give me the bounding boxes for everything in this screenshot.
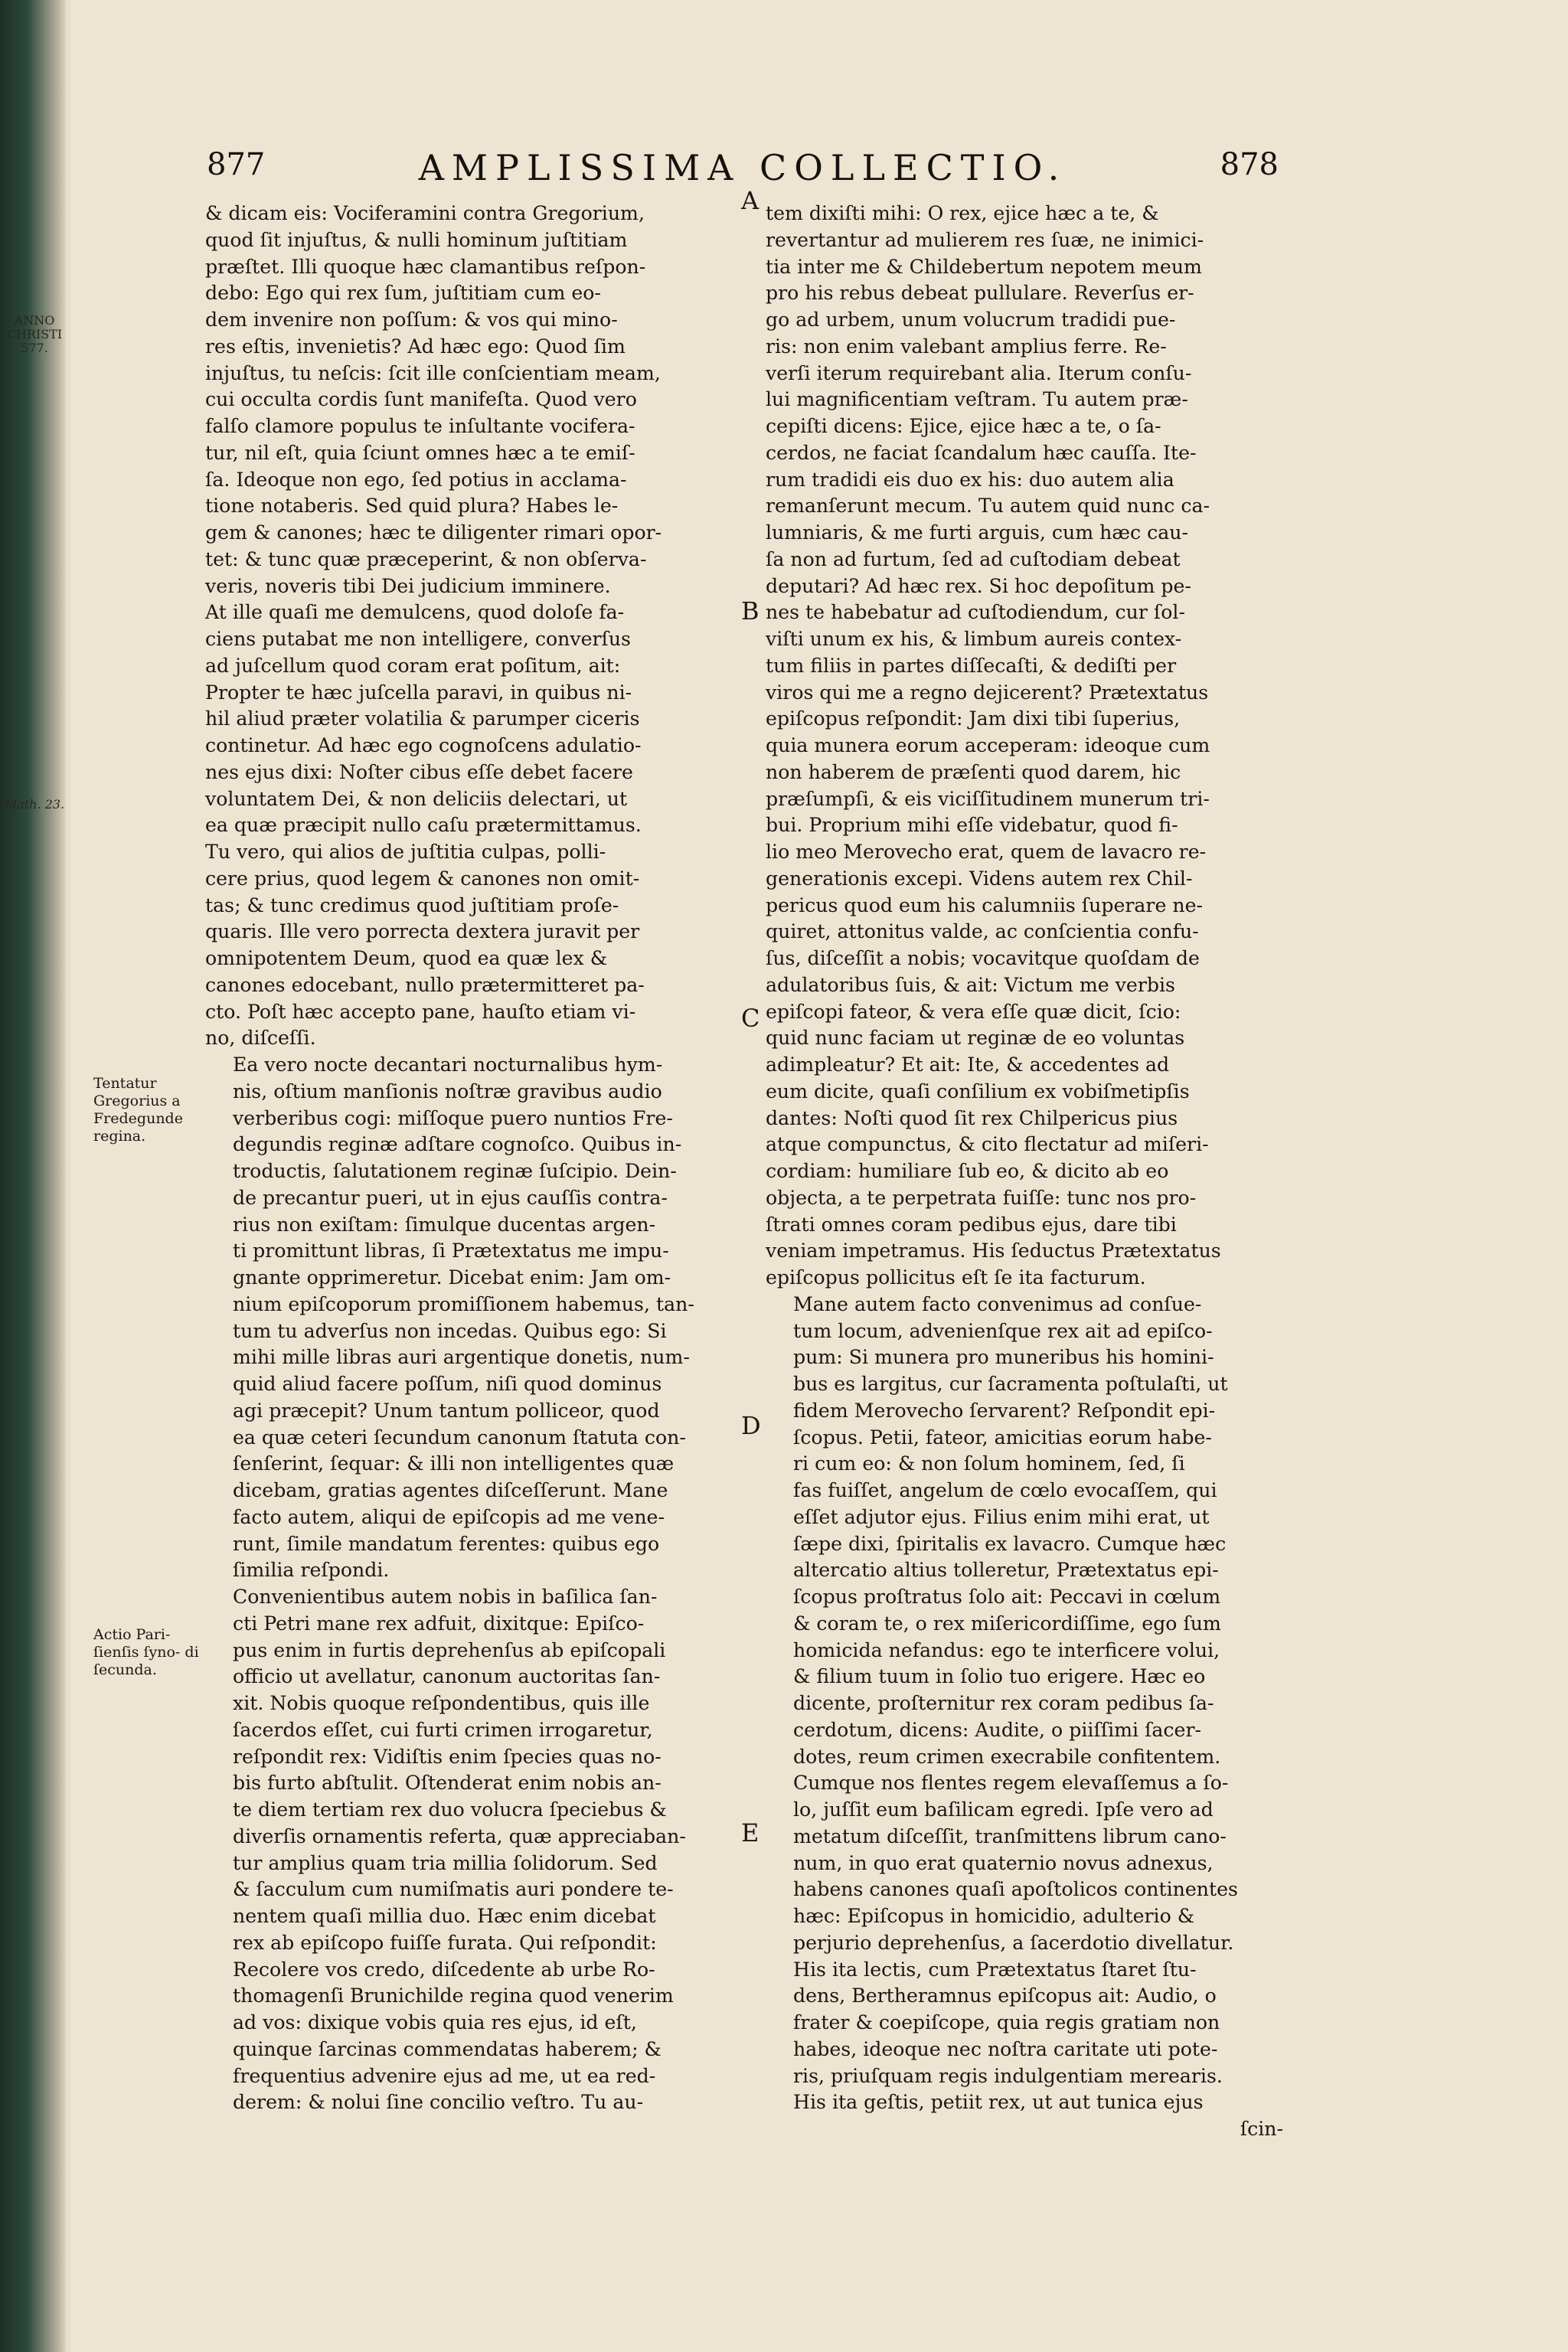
- text-line: deputari? Ad hæc rex. Si hoc depoſitum pe-: [766, 574, 1191, 597]
- text-line: cere prius, quod legem & canones non omit-: [205, 867, 640, 890]
- text-line: quia munera eorum acceperam: ideoque cum: [766, 734, 1210, 756]
- text-line: ſæpe dixi, ſpiritalis ex lavacro. Cumque hæc: [793, 1532, 1227, 1555]
- text-line: lo, juſſit eum baſilicam egredi. Ipſe vero ad: [793, 1798, 1214, 1821]
- text-line: Propter te hæc juſcella paravi, in quibus ni-: [205, 681, 632, 704]
- text-line: ri cum eo: & non ſolum hominem, ſed, ſi: [793, 1452, 1185, 1475]
- text-line: tum filiis in partes diſſecaſti, & dediſti per: [766, 654, 1177, 677]
- christi-line: CHRISTI: [6, 327, 63, 341]
- text-line: tione notaberis. Sed quid plura? Habes le-: [205, 495, 619, 518]
- section-letter-a: A: [741, 186, 760, 215]
- text-line: epiſcopus reſpondit: Jam dixi tibi ſuperius,: [766, 707, 1181, 730]
- text-line: cepiſti dicens: Ejice, ejice hæc a te, o ſa-: [766, 415, 1161, 437]
- text-line: epiſcopi fateor, & vera eſſe quæ dicit, ſcio:: [766, 1000, 1181, 1023]
- text-line: gnante opprimeretur. Dicebat enim: Jam om-: [233, 1266, 671, 1289]
- text-line: xit. Nobis quoque reſpondentibus, quis ille: [233, 1692, 650, 1714]
- text-line: Ea vero nocte decantari nocturnalibus hym-: [233, 1054, 663, 1076]
- text-line: bus es largitus, cur ſacramenta poſtulaſti, ut: [793, 1373, 1228, 1395]
- text-line: verſi iterum requirebant alia. Iterum conſu-: [766, 361, 1192, 384]
- text-line: cerdos, ne faciat ſcandalum hæc cauſſa. Ite-: [766, 441, 1197, 464]
- text-line: veniam impetramus. His ſeductus Prætextatus: [766, 1240, 1221, 1263]
- text-line: revertantur ad mulierem res ſuæ, ne inimici-: [766, 228, 1204, 251]
- margin-line: Fredegunde: [93, 1110, 183, 1127]
- text-line: eſſet adjutor ejus. Filius enim mihi erat, ut: [793, 1505, 1210, 1528]
- text-line: dantes: Noſti quod ſit rex Chilpericus pius: [766, 1106, 1178, 1129]
- text-line: ris: non enim valebant amplius ferre. Re-: [766, 335, 1167, 358]
- text-line: præſtet. Illi quoque hæc clamantibus reſpon-: [205, 255, 646, 278]
- text-line: ſa non ad furtum, ſed ad cuſtodiam debeat: [766, 547, 1181, 570]
- text-line: gem & canones; hæc te diligenter rimari opor-: [205, 521, 662, 544]
- text-line: cto. Poſt hæc accepto pane, hauſto etiam vi-: [205, 1000, 636, 1023]
- text-line: te diem tertiam rex duo volucra ſpeciebus &: [233, 1798, 667, 1821]
- text-line: His ita lectis, cum Prætextatus ſtaret ſtu-: [793, 1958, 1197, 1981]
- text-line: ſus, diſceſſit a nobis; vocavitque quoſdam de: [766, 947, 1200, 969]
- text-line: continetur. Ad hæc ego cognoſcens adulatio-: [205, 734, 642, 756]
- margin-line: regina.: [93, 1128, 146, 1145]
- text-line: tum locum, advenienſque rex ait ad epiſco-: [793, 1319, 1213, 1342]
- left-paragraph-1: [205, 201, 741, 1052]
- text-line: pro his rebus debeat pullulare. Reverſus er-: [766, 282, 1194, 305]
- anno-line: ANNO: [14, 313, 55, 328]
- text-line: ſenſerint, ſequar: & illi non intelligentes quæ: [233, 1452, 675, 1475]
- text-line: thomagenſi Brunichilde regina quod venerim: [233, 1984, 674, 2007]
- text-line: bis furto abſtulit. Oſtenderat enim nobis an-: [233, 1772, 662, 1795]
- text-line: adulatoribus ſuis, & ait: Victum me verbis: [766, 973, 1175, 996]
- text-line: rius non exiſtam: ſimulque ducentas argen-: [233, 1213, 656, 1236]
- text-line: His ita geſtis, petiit rex, ut aut tunica ejus: [793, 2091, 1204, 2114]
- text-line: dicente, proſternitur rex coram pedibus ſa-: [793, 1692, 1214, 1714]
- text-line: bui. Proprium mihi eſſe videbatur, quod fi-: [766, 814, 1178, 837]
- text-line: & filium tuum in ſolio tuo erigere. Hæc eo: [793, 1665, 1206, 1688]
- section-letter-b: B: [741, 596, 760, 626]
- margin-line: Actio Pari-: [93, 1626, 171, 1643]
- text-line: nentem quaſi millia duo. Hæc enim dicebat: [233, 1905, 656, 1927]
- text-line: tur amplius quam tria millia ſolidorum. Sed: [233, 1851, 658, 1874]
- text-line: ſacerdos eſſet, cui furti crimen irrogaretur,: [233, 1718, 653, 1741]
- text-line: Tu vero, qui alios de juſtitia culpas, polli-: [205, 841, 606, 863]
- text-line: quiret, attonitus valde, ac conſcientia confu-: [766, 920, 1199, 943]
- text-line: cerdotum, dicens: Audite, o piiſſimi ſacer-: [793, 1718, 1201, 1741]
- text-line: debo: Ego qui rex ſum, juſtitiam cum eo-: [205, 282, 601, 305]
- text-line: ris, priuſquam regis indulgentiam merearis.: [793, 2064, 1223, 2087]
- text-line: frater & coepiſcope, quia regis gratiam non: [793, 2011, 1220, 2034]
- text-line: reſpondit rex: Vidiſtis enim ſpecies quas no-: [233, 1745, 662, 1768]
- right-column: [766, 201, 1302, 2143]
- text-line: tur, nil eſt, quia ſciunt omnes hæc a te emiſ-: [205, 441, 635, 464]
- text-line: tia inter me & Childebertum nepotem meum: [766, 255, 1202, 278]
- right-paragraph-2: [766, 1292, 1302, 2116]
- left-paragraph-3: [205, 1584, 741, 2116]
- text-line: dens, Bertheramnus epiſcopus ait: Audio, o: [793, 1984, 1217, 2007]
- text-line: ad vos: dixique vobis quia res ejus, id eſt,: [233, 2011, 637, 2034]
- margin-line: Gregorius a: [93, 1093, 181, 1109]
- text-line: tas; & tunc credimus quod juſtitiam proſe-: [205, 893, 619, 916]
- text-line: agi præcepit? Unum tantum polliceor, quod: [233, 1399, 660, 1422]
- text-line: tum tu adverſus non incedas. Quibus ego: Si: [233, 1319, 667, 1342]
- text-line: adimpleatur? Et ait: Ite, & accedentes ad: [766, 1054, 1170, 1076]
- margin-note-tentatur: [93, 1075, 201, 1145]
- text-line: omnipotentem Deum, quod ea quæ lex &: [205, 947, 608, 969]
- text-line: habens canones quaſi apoſtolicos continentes: [793, 1878, 1238, 1901]
- text-line: dicebam, gratias agentes diſceſſerunt. Mane: [233, 1479, 668, 1501]
- text-line: cordiam: humiliare ſub eo, & dicito ab eo: [766, 1160, 1169, 1182]
- text-line: veris, noveris tibi Dei judicium imminere.: [205, 574, 611, 597]
- margin-line: di ſecunda.: [93, 1644, 199, 1678]
- text-line: hil aliud præter volatilia & parumper ciceris: [205, 707, 640, 730]
- running-title: AMPLISSIMA COLLECTIO.: [418, 147, 1067, 188]
- text-line: res eſtis, invenietis? Ad hæc ego: Quod ſim: [205, 335, 626, 358]
- left-paragraph-2: [205, 1052, 741, 1584]
- text-line: facto autem, aliqui de epiſcopis ad me vene-: [233, 1505, 665, 1528]
- text-line: eum dicite, quaſi conſilium ex vobiſmetipſis: [766, 1080, 1190, 1102]
- text-line: Mane autem facto convenimus ad conſue-: [793, 1292, 1202, 1315]
- text-line: homicida nefandus: ego te interficere volui,: [793, 1638, 1220, 1661]
- margin-note-actio: [93, 1626, 201, 1679]
- text-line: ti promittunt libras, ſi Prætextatus me impu-: [233, 1240, 669, 1263]
- margin-line: ſienſis ſyno-: [93, 1644, 181, 1661]
- text-line: injuſtus, tu neſcis: ſcit ille conſcientiam meam,: [205, 361, 661, 384]
- text-line: cui occulta cordis ſunt manifeſta. Quod vero: [205, 388, 637, 411]
- text-line: ſtrati omnes coram pedibus ejus, dare tibi: [766, 1213, 1177, 1236]
- text-line: troductis, ſalutationem reginæ ſuſcipio. Dein-: [233, 1160, 677, 1182]
- text-line: pum: Si munera pro muneribus his homini-: [793, 1346, 1214, 1369]
- text-line: perjurio deprehenſus, a ſacerdotio divellatur.: [793, 1931, 1234, 1954]
- text-line: quinque ſarcinas commendatas haberem; &: [233, 2037, 662, 2060]
- text-line: lio meo Merovecho erat, quem de lavacro re-: [766, 841, 1207, 863]
- text-line: degundis reginæ adſtare cognoſco. Quibus in-: [233, 1133, 682, 1156]
- text-line: tem dixiſti mihi: O rex, ejice hæc a te, &: [766, 202, 1159, 224]
- text-line: diverſis ornamentis referta, quæ appreciaban-: [233, 1824, 686, 1847]
- text-line: de precantur pueri, ut in ejus cauſſis contra-: [233, 1186, 668, 1209]
- text-line: lui magnificentiam veſtram. Tu autem præ-: [766, 388, 1188, 411]
- text-line: frequentius advenire ejus ad me, ut ea red-: [233, 2064, 656, 2087]
- text-line: canones edocebant, nullo prætermitteret pa-: [205, 973, 645, 996]
- section-letter-c: C: [741, 1004, 760, 1033]
- left-page-number: 877: [207, 147, 266, 182]
- text-line: mihi mille libras auri argentique donetis, num-: [233, 1346, 690, 1369]
- catchword: ſcin-: [1240, 2118, 1283, 2140]
- text-line: verberibus cogi: miſſoque puero nuntios Fre-: [233, 1106, 673, 1129]
- text-line: lumniaris, & me furti arguis, cum hæc cau-: [766, 521, 1188, 544]
- text-line: dem invenire non poſſum: & vos qui mino-: [205, 309, 618, 331]
- text-line: nes ejus dixi: Noſter cibus eſſe debet facere: [205, 760, 633, 783]
- text-line: go ad urbem, unum volucrum tradidi pue-: [766, 309, 1176, 331]
- text-line: num, in quo erat quaternio novus adnexus,: [793, 1851, 1214, 1874]
- text-line: præſumpſi, & eis viciſſitudinem munerum tri-: [766, 787, 1210, 810]
- text-line: fidem Merovecho ſervarent? Reſpondit epi-: [793, 1399, 1216, 1422]
- text-line: rum tradidi eis duo ex his: duo autem alia: [766, 468, 1174, 491]
- text-line: derem: & nolui ſine concilio veſtro. Tu au-: [233, 2091, 644, 2114]
- text-line: & ſacculum cum numiſmatis auri pondere te-: [233, 1878, 674, 1901]
- text-line: ſa. Ideoque non ego, ſed potius in acclama-: [205, 468, 627, 491]
- text-line: habes, ideoque nec noſtra caritate uti pote-: [793, 2037, 1218, 2060]
- text-line: dotes, reum crimen execrabile confitentem.: [793, 1745, 1221, 1768]
- right-paragraph-1: [766, 201, 1302, 1292]
- text-line: quid aliud facere poſſum, niſi quod dominus: [233, 1373, 662, 1395]
- text-line: quod ſit injuſtus, & nulli hominum juſtitiam: [205, 228, 628, 251]
- text-line: altercatio altius tolleretur, Prætextatus epi-: [793, 1559, 1219, 1582]
- text-line: At ille quaſi me demulcens, quod doloſe fa-: [205, 601, 625, 624]
- text-line: viros qui me a regno dejicerent? Prætextatus: [766, 681, 1209, 704]
- margin-line: Tentatur: [93, 1075, 157, 1092]
- section-letter-e: E: [741, 1818, 760, 1847]
- text-line: remanſerunt mecum. Tu autem quid nunc ca-: [766, 495, 1210, 518]
- text-line: Recolere vos credo, diſcedente ab urbe Ro-: [233, 1958, 655, 1981]
- text-line: Cumque nos flentes regem elevaſſemus a ſo-: [793, 1772, 1229, 1795]
- right-page-number: 878: [1220, 147, 1279, 182]
- text-line: metatum diſceſſit, tranſmittens librum cano-: [793, 1824, 1227, 1847]
- margin-note-anno: [0, 314, 69, 355]
- text-line: pericus quod eum his calumniis ſuperare ne-: [766, 893, 1204, 916]
- text-line: ad juſcellum quod coram erat poſitum, ait:: [205, 654, 621, 677]
- text-line: quaris. Ille vero porrecta dextera juravit per: [205, 920, 640, 943]
- text-line: ea quæ ceteri ſecundum canonum ſtatuta con-: [233, 1426, 686, 1449]
- text-line: runt, ſimile mandatum ferentes: quibus ego: [233, 1532, 660, 1555]
- text-line: ea quæ præcipit nullo caſu prætermittamus.: [205, 814, 642, 837]
- text-line: fas fuiſſet, angelum de cœlo evocaſſem, qui: [793, 1479, 1217, 1501]
- text-line: hæc: Epiſcopus in homicidio, adulterio &: [793, 1905, 1195, 1927]
- text-line: Convenientibus autem nobis in baſilica ſan-: [233, 1586, 658, 1608]
- text-line: tet: & tunc quæ præceperint, & non obſerva-: [205, 547, 647, 570]
- text-line: ciens putabat me non intelligere, converſus: [205, 628, 631, 650]
- text-line: ſimilia reſpondi.: [233, 1559, 390, 1582]
- text-line: quid nunc faciam ut reginæ de eo voluntas: [766, 1027, 1185, 1050]
- text-line: epiſcopus pollicitus eſt ſe ita facturum.: [766, 1266, 1146, 1289]
- text-line: ſcopus proſtratus ſolo ait: Peccavi in cœlum: [793, 1586, 1221, 1608]
- text-line: non haberem de præſenti quod darem, hic: [766, 760, 1181, 783]
- text-line: pus enim in furtis deprehenſus ab epiſcopali: [233, 1638, 666, 1661]
- text-line: cti Petri mane rex adfuit, dixitque: Epiſco-: [233, 1612, 645, 1635]
- text-line: officio ut avellatur, canonum auctoritas ſan-: [233, 1665, 661, 1688]
- section-letter-d: D: [741, 1411, 761, 1440]
- text-line: nium epiſcoporum promiſſionem habemus, tan-: [233, 1292, 694, 1315]
- left-column: [205, 201, 741, 2116]
- year-line: 577.: [21, 341, 48, 355]
- text-line: ſcopus. Petii, fateor, amicitias eorum habe-: [793, 1426, 1212, 1449]
- text-line: no, diſceſſi.: [205, 1027, 316, 1050]
- margin-note-reference: Math. 23.: [4, 797, 65, 812]
- text-line: rex ab epiſcopo fuiſſe furata. Qui reſpondit:: [233, 1931, 657, 1954]
- text-line: voluntatem Dei, & non deliciis delectari, ut: [205, 787, 628, 810]
- text-line: viſti unum ex his, & limbum aureis contex-: [766, 628, 1182, 650]
- text-line: generationis excepi. Videns autem rex Chil-: [766, 867, 1193, 890]
- text-line: & dicam eis: Vociferamini contra Gregorium,: [205, 202, 645, 224]
- text-line: & coram te, o rex miſericordiſſime, ego ſum: [793, 1612, 1221, 1635]
- text-line: falſo clamore populus te inſultante vocifera-: [205, 415, 635, 437]
- text-line: atque compunctus, & cito flectatur ad miſeri-: [766, 1133, 1209, 1156]
- text-line: nis, oſtium manſionis noſtræ gravibus audio: [233, 1080, 662, 1102]
- text-line: objecta, a te perpetrata fuiſſe: tunc nos pro-: [766, 1186, 1197, 1209]
- text-line: nes te habebatur ad cuſtodiendum, cur ſol-: [766, 601, 1185, 624]
